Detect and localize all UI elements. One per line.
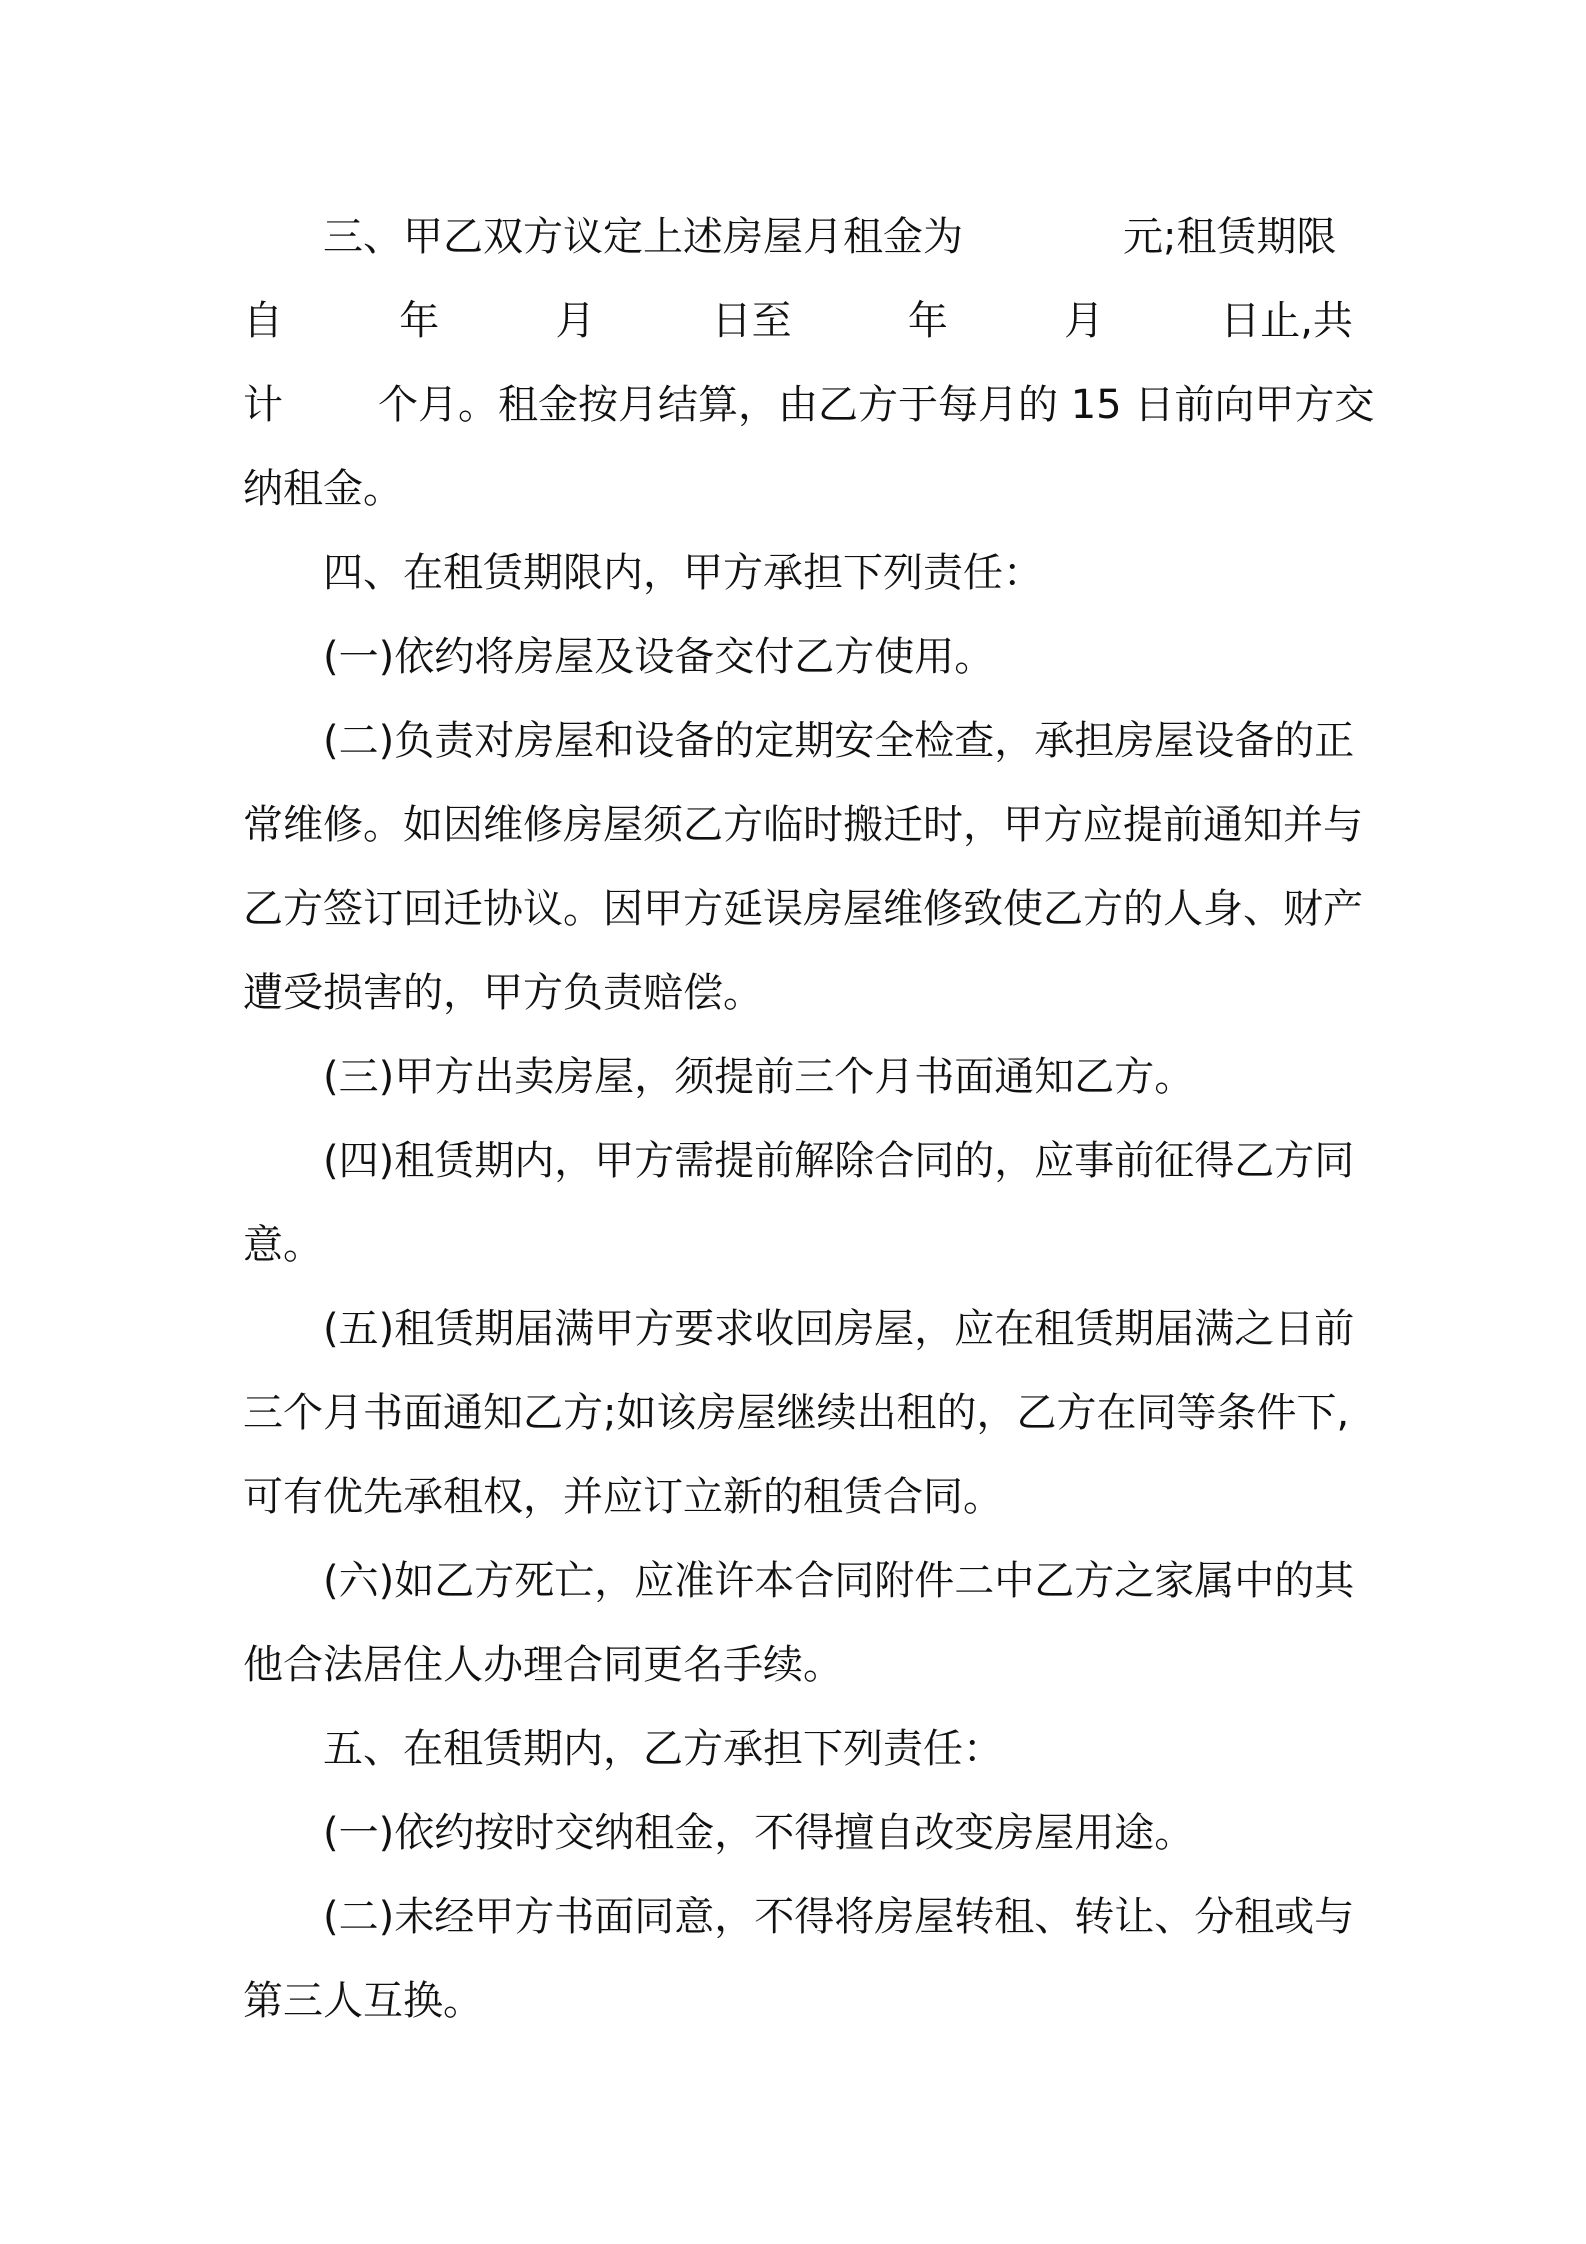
date-part: 自 (243, 298, 283, 344)
clause3-text-payment: 个月。租金按月结算，由乙方于每月的 15 日前向甲方交 (378, 382, 1375, 428)
clause4-heading: 四、在租赁期限内，甲方承担下列责任： (323, 550, 1043, 596)
clause4-item2-line1: (二)负责对房屋和设备的定期安全检查，承担房屋设备的正 (323, 718, 1355, 764)
clause4-item5-line3: 可有优先承租权，并应订立新的租赁合同。 (243, 1474, 1003, 1520)
clause5-item2-line2: 第三人互换。 (243, 1978, 483, 2024)
clause4-item4-line1: (四)租赁期内，甲方需提前解除合同的，应事前征得乙方同 (323, 1138, 1355, 1184)
clause4-item5-line1: (五)租赁期届满甲方要求收回房屋，应在租赁期届满之日前 (323, 1306, 1355, 1352)
clause4-item4-line2: 意。 (243, 1222, 323, 1268)
clause3-line3 (243, 363, 1375, 447)
date-part: 年 (907, 298, 948, 344)
clause4-item2-line4: 遭受损害的，甲方负责赔偿。 (243, 970, 763, 1016)
clause4-item5-line2: 三个月书面通知乙方;如该房屋继续出租的，乙方在同等条件下, (243, 1390, 1350, 1436)
date-part: 年 (399, 298, 440, 344)
clause4-item3: (三)甲方出卖房屋，须提前三个月书面通知乙方。 (323, 1054, 1195, 1100)
clause4-item1: (一)依约将房屋及设备交付乙方使用。 (323, 634, 995, 680)
clause3-text-term: 元;租赁期限 (1123, 214, 1337, 260)
clause3-text-rent: 三、甲乙双方议定上述房屋月租金为 (323, 214, 963, 260)
clause3-text-total: 计 (243, 382, 283, 428)
clause3-line4: 纳租金。 (243, 466, 403, 512)
date-part: 日至 (711, 298, 792, 344)
clause4-item2-line2: 常维修。如因维修房屋须乙方临时搬迁时，甲方应提前通知并与 (243, 802, 1363, 848)
clause3-line1 (243, 195, 1353, 279)
clause4-item2-line3: 乙方签订回迁协议。因甲方延误房屋维修致使乙方的人身、财产 (243, 886, 1363, 932)
date-part: 日止,共 (1220, 298, 1353, 344)
document-body (243, 195, 1375, 2043)
date-part: 月 (1064, 298, 1105, 344)
clause4-item6-line2: 他合法居住人办理合同更名手续。 (243, 1642, 843, 1688)
clause3-line2-date-range (243, 279, 1353, 363)
clause5-item1: (一)依约按时交纳租金，不得擅自改变房屋用途。 (323, 1810, 1195, 1856)
clause5-heading: 五、在租赁期内，乙方承担下列责任： (323, 1726, 1003, 1772)
date-part: 月 (555, 298, 596, 344)
clause5-item2-line1: (二)未经甲方书面同意，不得将房屋转租、转让、分租或与 (323, 1894, 1355, 1940)
clause4-item6-line1: (六)如乙方死亡，应准许本合同附件二中乙方之家属中的其 (323, 1558, 1355, 1604)
